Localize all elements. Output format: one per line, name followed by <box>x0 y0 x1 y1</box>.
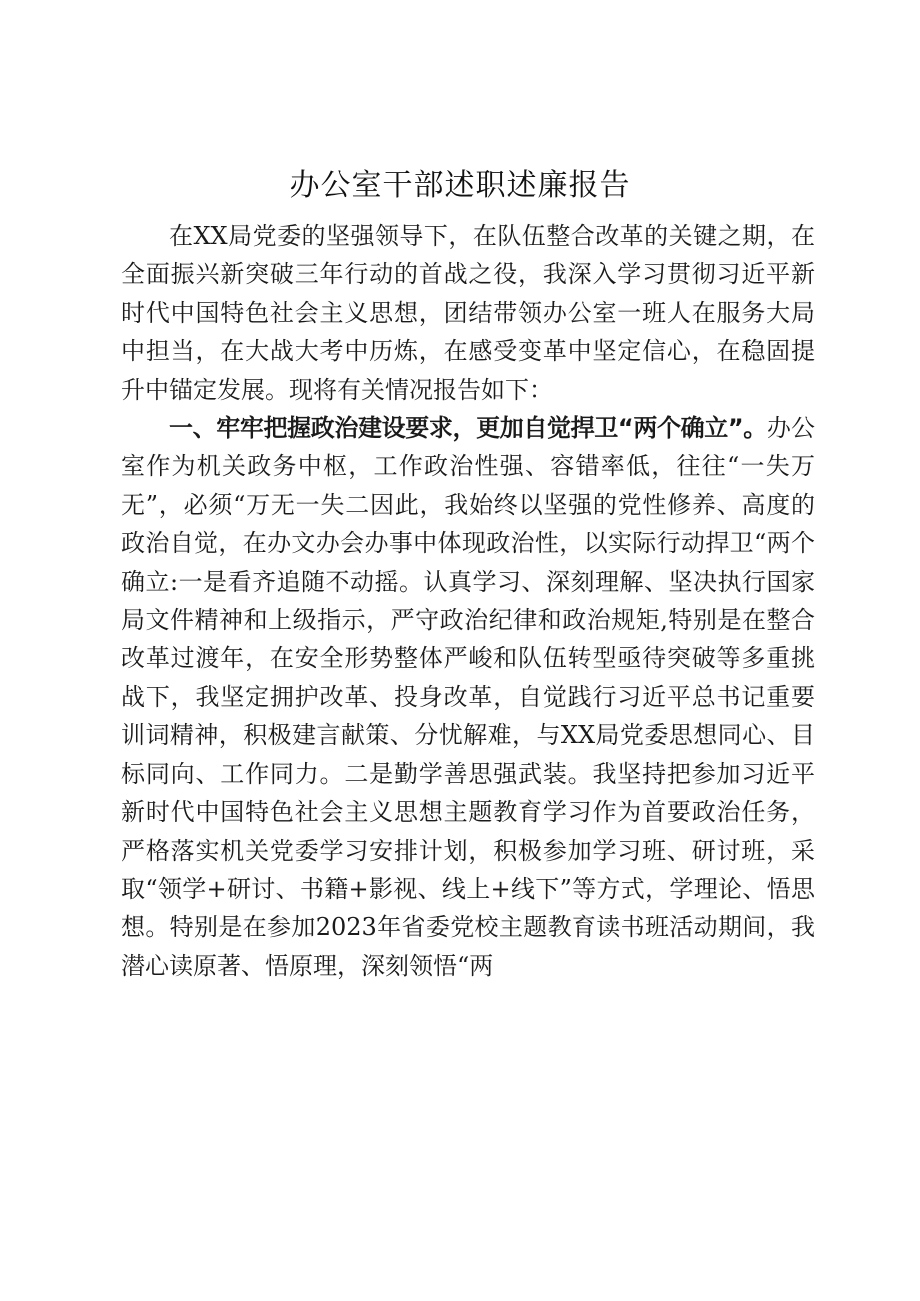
section-one-paragraph <box>121 409 815 985</box>
document-body <box>121 217 815 985</box>
section-one-body: 办公室作为机关政务中枢，工作政治性强、容错率低，往往“一失万无”，必须“万无一失二因此，我始终以坚强的党性修养、高度的政治自觉，在办文办会办事中体现政治性，以实际行动捍卫“两个确立:一是看齐追随不动摇。认真学习、深刻理解、坚决执行国家局文件精神和上级指示，严守政治纪律和政治规矩,特别是在整合改革过渡年，在安全形势整体严峻和队伍转型亟待突破等多重挑战下，我坚定拥护改革、投身改革，自觉践行习近平总书记重要训词精神，积极建言献策、分忧解难，与XX局党委思想同心、目标同向、工作同力。二是勤学善思强武装。我坚持把参加习近平新时代中国特色社会主义思想主题教育学习作为首要政治任务，严格落实机关党委学习安排计划，积极参加学习班、研讨班，采取“领学+研讨、书籍+影视、线上+线下”等方式，学理论、悟思想。特别是在参加2023年省委党校主题教育读书班活动期间，我潜心读原著、悟原理，深刻领悟“两 <box>121 414 816 980</box>
intro-paragraph: 在XX局党委的坚强领导下，在队伍整合改革的关键之期，在全面振兴新突破三年行动的首战之役，我深入学习贯彻习近平新时代中国特色社会主义思想，团结带领办公室一班人在服务大局中担当，在大战大考中历炼，在感受变革中坚定信心，在稳固提升中锚定发展。现将有关情况报告如下： <box>121 222 815 404</box>
section-one-heading: 一、牢牢把握政治建设要求，更加自觉捍卫“两个确立”。 <box>169 414 767 443</box>
document-title: 办公室干部述职述廉报告 <box>289 168 631 203</box>
